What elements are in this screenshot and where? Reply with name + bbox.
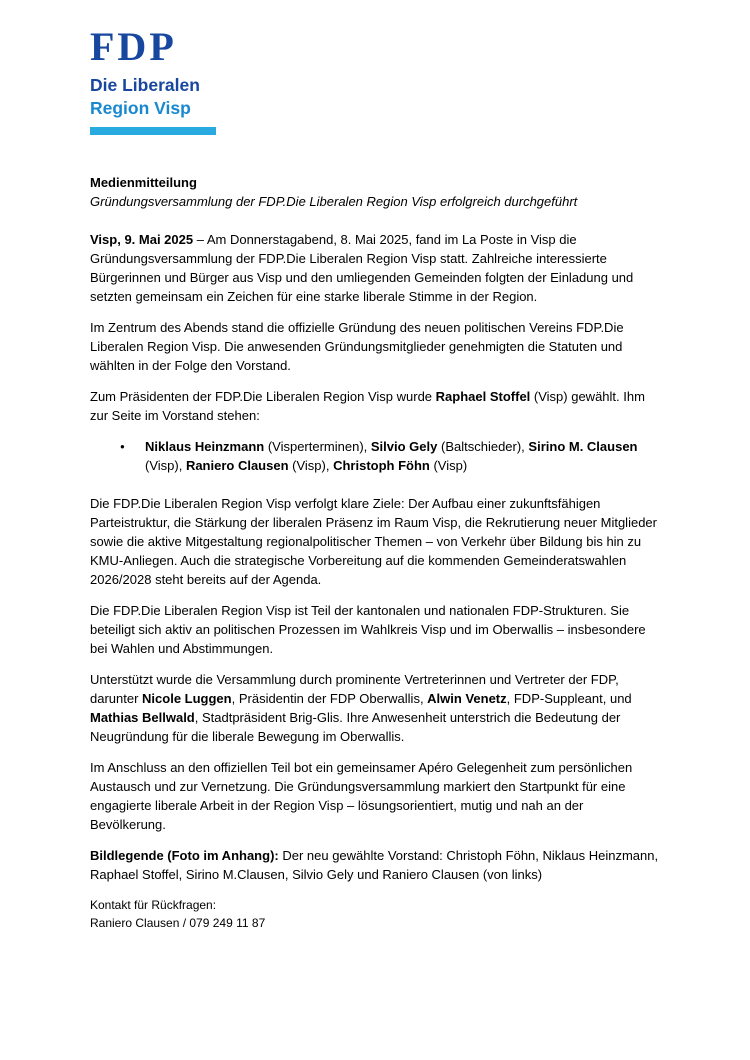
text: (Visp), [288, 458, 334, 473]
text: Im Anschluss an den offiziellen Teil bot ein gemeinsamer Apéro Gelegenheit zum persönlichen Austausch und zur Vernetzung. Die Gründungsversammlung markiert den Startpunkt für eine engagierte liberale Arbeit in der Region Visp – lösungsorientiert, mutig und nah an der Bevölkerung. [90, 760, 633, 832]
bold-text: Nicole Luggen [142, 691, 232, 706]
text: , Stadtpräsident Brig-Glis. Ihre Anwesenheit unterstrich die Bedeutung der Neugründung für die liberale Bewegung im Oberwallis. [90, 710, 621, 744]
paragraph [90, 230, 662, 306]
bold-text: Niklaus Heinzmann [145, 439, 265, 454]
paragraph [90, 758, 662, 834]
bold-text: Alwin Venetz [427, 691, 507, 706]
bullet-icon: ● [120, 442, 125, 451]
paragraph [90, 387, 662, 425]
text: (Visperterminen), [264, 439, 371, 454]
text: Im Zentrum des Abends stand die offizielle Gründung des neuen politischen Vereins FDP.Die Liberalen Region Visp. Die anwesenden Gründungsmitglieder genehmigten die Statuten und wählten in der Folge den Vorstand. [90, 320, 624, 373]
paragraph [90, 670, 662, 746]
bold-text: Silvio Gely [370, 439, 438, 454]
logo [90, 24, 665, 135]
text: (Visp) [429, 458, 468, 473]
text: (Baltschieder), [437, 439, 529, 454]
text: Unterstützt wurde die Versammlung durch prominente Vertreterinnen und Vertreter der FDP, darunter [90, 672, 619, 706]
text: (Visp), [145, 458, 186, 473]
text: – Am Donnerstagabend, 8. Mai 2025, fand im La Poste in Visp die Gründungsversammlung der FDP.Die Liberalen Region Visp statt. Zahlreiche interessierte Bürgerinnen und Bürger aus Visp und den umliegenden Gemeinden folgten der Einladung und setzten gemeinsam ein Zeichen für eine starke liberale Stimme in der Region. [90, 232, 634, 304]
bold-text: Raphael Stoffel [435, 389, 531, 404]
press-release-body [90, 173, 662, 932]
paragraph [90, 846, 662, 884]
contact-block [90, 896, 662, 932]
paragraph [90, 601, 662, 658]
text: Die FDP.Die Liberalen Region Visp ist Teil der kantonalen und nationalen FDP-Strukturen. Sie beteiligt sich aktiv an politischen Prozessen im Wahlkreis Visp und im Oberwallis – insbesondere bei Wahlen und Abstimmungen. [90, 603, 646, 656]
bullet-list-item [120, 437, 662, 475]
bold-text: Bildlegende (Foto im Anhang): [90, 848, 279, 863]
bold-text: Visp, 9. Mai 2025 [90, 232, 194, 247]
paragraph [90, 318, 662, 375]
text: Der neu gewählte Vorstand: Christoph Föhn, Niklaus Heinzmann, Raphael Stoffel, Sirino M.Clausen, Silvio Gely und Raniero Clausen (von links) [90, 848, 659, 882]
press-release-kicker: Medienmitteilung [90, 175, 197, 190]
bold-text: Mathias Bellwald [90, 710, 195, 725]
bold-text: Sirino M. Clausen [528, 439, 638, 454]
logo-wordmark: FDP [90, 24, 177, 69]
text: , Präsidentin der FDP Oberwallis, [231, 691, 428, 706]
body-paragraphs [90, 230, 662, 884]
press-release-subtitle: Gründungsversammlung der FDP.Die Liberalen Region Visp erfolgreich durchgeführt [90, 194, 578, 209]
paragraph [90, 494, 662, 589]
bullet-text [145, 437, 662, 475]
contact-phone: Raniero Clausen / 079 249 11 87 [90, 916, 266, 930]
text: Die FDP.Die Liberalen Region Visp verfolgt klare Ziele: Der Aufbau einer zukunftsfähigen Parteistruktur, die Stärkung der liberalen Präsenz im Raum Visp, die Rekrutierung neuer Mitglieder sowie die aktive Mitgestaltung regionalpolitischer Themen – von Verkehr über Bildung bis hin zu KMU-Anliegen. Auch die strategische Vorbereitung auf die kommenden Gemeinderatswahlen 2026/2028 steht bereits auf der Agenda. [90, 496, 657, 587]
logo-subtitle-line2: Region Visp [90, 98, 191, 118]
text: (Visp) gewählt. Ihm zur Seite im Vorstand stehen: [90, 389, 645, 423]
text: Zum Präsidenten der FDP.Die Liberalen Region Visp wurde [90, 389, 436, 404]
bold-text: Christoph Föhn [333, 458, 430, 473]
logo-underline-bar [90, 127, 216, 135]
contact-label: Kontakt für Rückfragen: [90, 898, 217, 912]
bold-text: Raniero Clausen [185, 458, 289, 473]
logo-subtitle-line1: Die Liberalen [90, 75, 200, 95]
text: , FDP-Suppleant, und [506, 691, 632, 706]
